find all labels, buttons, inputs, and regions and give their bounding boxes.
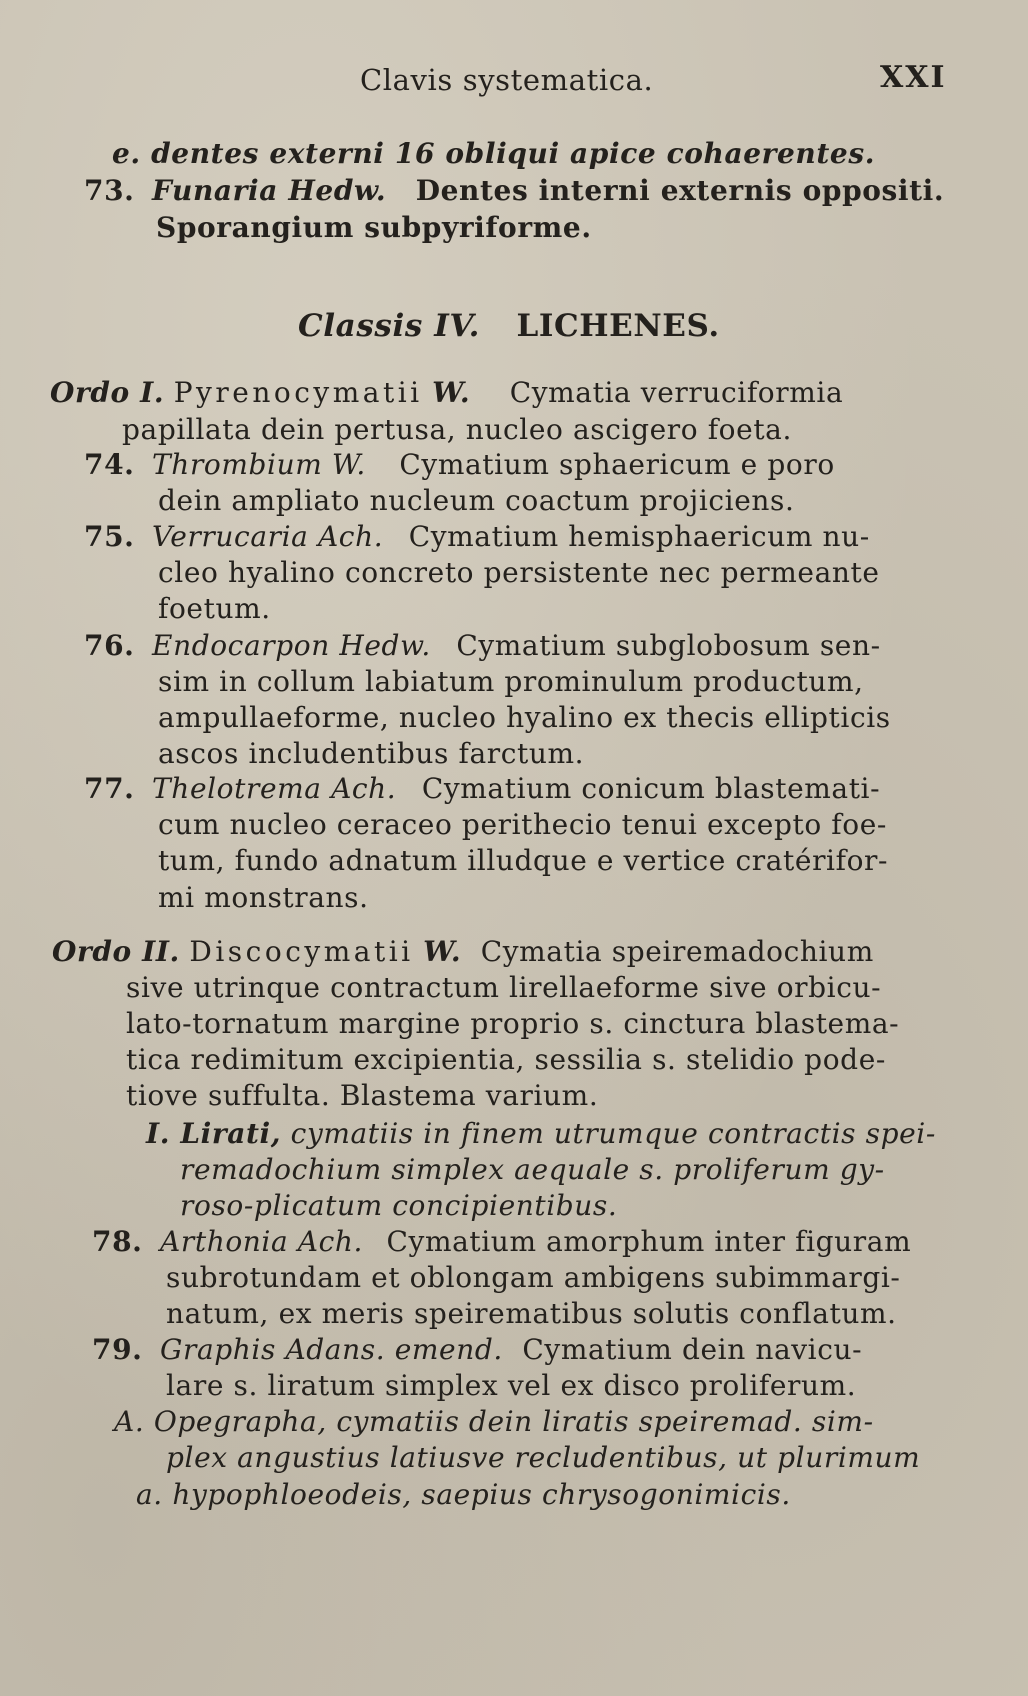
genus-entry-74 <box>84 447 835 483</box>
genus-number: 76. <box>84 629 135 662</box>
text-line: foetum. <box>158 592 271 625</box>
ordo-heading-2 <box>52 934 874 970</box>
classis-name: LICHENES. <box>516 308 720 344</box>
genus-name: Thelotrema Ach. <box>152 772 397 805</box>
text-line: Sporangium subpyriforme. <box>156 211 592 244</box>
genus-entry-77 <box>84 771 880 807</box>
text-line: subrotundam et oblongam ambigens subimmargi- <box>166 1261 901 1294</box>
genus-description: Cymatium amorphum inter figuram <box>386 1225 912 1258</box>
classis-label: Classis IV. <box>298 308 480 344</box>
genus-name: Arthonia Ach. <box>160 1225 363 1258</box>
genus-number: 79. <box>92 1333 143 1366</box>
classis-heading <box>298 308 720 344</box>
text-line: lare s. liratum simplex vel ex disco proliferum. <box>166 1369 857 1402</box>
subgroup-entry-A <box>114 1404 874 1440</box>
ordo-author: W. <box>432 376 471 409</box>
genus-number: 77. <box>84 772 135 805</box>
ordo-author: W. <box>423 935 462 968</box>
text-line: cleo hyalino concreto persistente nec permeante <box>158 556 880 589</box>
text-line: sive utrinque contractum lirellaeforme sive orbicu- <box>126 971 882 1004</box>
genus-description: Cymatium subglobosum sen- <box>456 629 881 662</box>
text-line: sim in collum labiatum prominulum productum, <box>158 665 864 698</box>
genus-entry-76 <box>84 628 881 664</box>
subsection-label: I. Lirati, <box>146 1117 282 1150</box>
text-line: roso-plicatum concipientibus. <box>180 1189 618 1222</box>
text-line: mi monstrans. <box>158 881 369 914</box>
text-line: natum, ex meris speirematibus solutis conflatum. <box>166 1297 897 1330</box>
item-mark: e. <box>112 137 141 170</box>
genus-name: Graphis Adans. emend. <box>160 1333 503 1366</box>
genus-description: Dentes interni externis oppositi. <box>415 174 945 207</box>
genus-name: Thrombium W. <box>152 448 366 481</box>
subgroup-entry-a <box>136 1477 791 1513</box>
genus-name: Endocarpon Hedw. <box>152 629 431 662</box>
text-line: tum, fundo adnatum illudque e vertice cratérifor- <box>158 844 889 877</box>
line-text: hypophloeodeis, saepius chrysogonimicis. <box>172 1478 791 1511</box>
text-line: dein ampliato nucleum coactum projiciens. <box>158 484 795 517</box>
ordo-description: Cymatia verruciformia <box>509 376 844 409</box>
text-line <box>112 136 875 172</box>
ordo-name: Pyrenocymatii <box>173 376 423 409</box>
item-mark: a. <box>136 1478 163 1511</box>
text-line: tica redimitum excipientia, sessilia s. stelidio pode- <box>126 1043 886 1076</box>
text-line: remadochium simplex aequale s. proliferum gy- <box>180 1153 885 1186</box>
line-text: dentes externi 16 obliqui apice cohaerentes. <box>151 137 876 170</box>
text-line: lato-tornatum margine proprio s. cinctura blastema- <box>126 1007 900 1040</box>
genus-number: 78. <box>92 1225 143 1258</box>
text-line: ampullaeforme, nucleo hyalino ex thecis ellipticis <box>158 701 891 734</box>
text-line: cum nucleo ceraceo perithecio tenui excepto foe- <box>158 808 887 841</box>
genus-entry-73 <box>84 173 944 209</box>
ordo-label: Ordo I. <box>50 376 165 409</box>
genus-description: Cymatium hemisphaericum nu- <box>408 520 870 553</box>
ordo-label: Ordo II. <box>52 935 180 968</box>
line-text: Opegrapha, cymatiis dein liratis speiremad. sim- <box>153 1405 874 1438</box>
ordo-name: Discocymatii <box>189 935 414 968</box>
ordo-description: Cymatia speiremadochium <box>480 935 874 968</box>
genus-entry-75 <box>84 519 870 555</box>
page-number: XXI <box>880 60 947 95</box>
genus-entry-78 <box>92 1224 911 1260</box>
item-mark: A. <box>114 1405 145 1438</box>
genus-number: 73. <box>84 174 135 207</box>
subsection-description: cymatiis in finem utrumque contractis spei- <box>290 1117 936 1150</box>
genus-name: Verrucaria Ach. <box>152 520 384 553</box>
genus-description: Cymatium conicum blastemati- <box>421 772 881 805</box>
genus-entry-79 <box>92 1332 862 1368</box>
text-line: plex angustius latiusve recludentibus, ut plurimum <box>166 1441 921 1474</box>
genus-description: Cymatium sphaericum e poro <box>399 448 835 481</box>
running-head-title: Clavis systematica. <box>360 63 654 97</box>
text-line: ascos includentibus farctum. <box>158 737 585 770</box>
text-line: tiove suffulta. Blastema varium. <box>126 1079 599 1112</box>
genus-description: Cymatium dein navicu- <box>522 1333 863 1366</box>
genus-number: 74. <box>84 448 135 481</box>
genus-name: Funaria Hedw. <box>152 174 387 207</box>
text-line: papillata dein pertusa, nucleo ascigero foeta. <box>122 413 792 446</box>
subsection-heading <box>146 1116 936 1152</box>
ordo-heading-1 <box>50 375 843 411</box>
genus-number: 75. <box>84 520 135 553</box>
